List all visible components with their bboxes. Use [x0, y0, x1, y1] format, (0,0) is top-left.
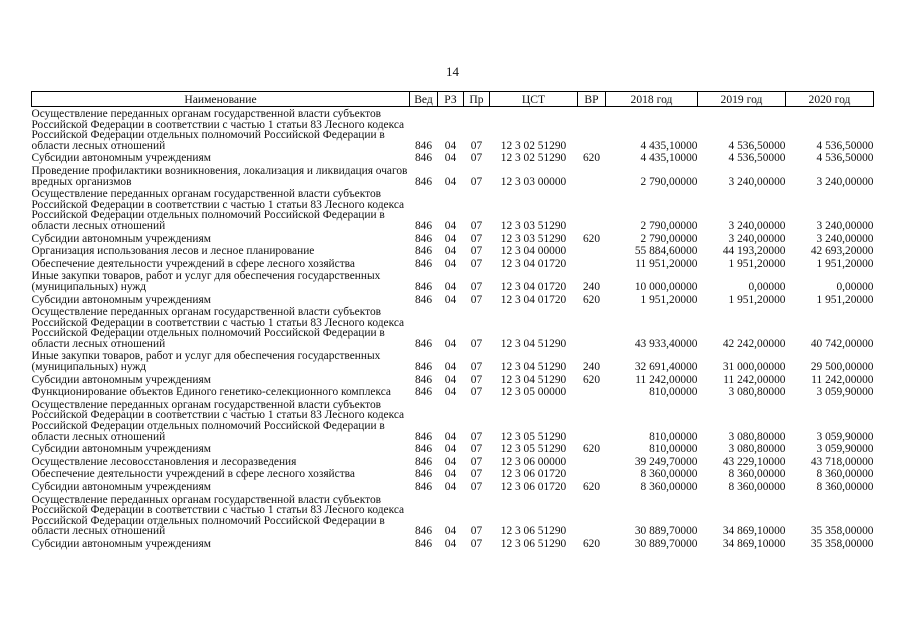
cell-y2019: 8 360,00000: [728, 481, 786, 493]
cell-y2018: 810,00000: [649, 443, 698, 456]
cell-y2018: 30 889,70000: [634, 525, 698, 538]
cell-cst: 12 3 04 51290: [500, 337, 567, 350]
cell-name: Проведение профилактики возникновения, локализация и ликвидация очагов вредных организмов: [31, 164, 408, 188]
cell-pr: 07: [470, 152, 483, 165]
cell-y2018: 810,00000: [649, 386, 698, 399]
cell-y2020: 0,00000: [836, 280, 874, 293]
cell-y2019: 4 536,50000: [728, 139, 786, 152]
cell-y2019: 3 080,80000: [728, 443, 786, 456]
cell-ved: 846: [414, 152, 433, 165]
table-row: [32, 151, 874, 164]
cell-y2018: 55 884,60000: [634, 245, 698, 258]
cell-name: Организация использования лесов и лесное планирование: [31, 245, 315, 258]
table-row: [32, 164, 874, 187]
cell-y2018: 43 933,40000: [634, 337, 698, 350]
cell-y2018: 4 435,10000: [640, 139, 698, 152]
cell-y2020: 1 951,20000: [816, 257, 874, 270]
cell-y2019: 0,00000: [748, 280, 786, 293]
cell-y2018: 810,00000: [649, 430, 698, 443]
cell-name: Субсидии автономным учреждениям: [31, 152, 211, 165]
cell-y2019: 42 242,00000: [722, 337, 786, 350]
cell-cst: 12 3 04 01720: [500, 280, 567, 293]
cell-y2020: 3 059,90000: [816, 430, 874, 443]
table-row: [32, 493, 874, 537]
cell-ved: 846: [414, 139, 433, 152]
cell-vr: [578, 398, 606, 442]
cell-y2020: 3 059,90000: [816, 443, 874, 456]
cell-y2018: 8 360,00000: [640, 468, 698, 481]
cell-y2018: 11 951,20000: [635, 257, 698, 270]
cell-vr: 620: [582, 481, 601, 493]
cell-cst: 12 3 06 51290: [500, 525, 567, 538]
cell-y2020: 35 358,00000: [810, 537, 874, 550]
cell-y2019: 3 240,00000: [728, 232, 786, 245]
cell-pr: 07: [470, 337, 483, 350]
page-number: 14: [446, 64, 459, 79]
table-row: [32, 385, 874, 398]
table-row: [32, 442, 874, 455]
cell-vr: [578, 187, 606, 231]
cell-y2019: 31 000,00000: [722, 361, 786, 374]
table-row: [32, 269, 874, 292]
header-2018: 2018 год: [606, 92, 698, 107]
cell-y2020: 4 536,50000: [816, 152, 874, 165]
cell-pr: 07: [470, 139, 483, 152]
cell-cst: 12 3 04 51290: [500, 373, 567, 386]
cell-y2019: 3 080,80000: [728, 386, 786, 399]
cell-y2019: 1 951,20000: [728, 293, 786, 306]
cell-rz: 04: [444, 280, 457, 293]
cell-ved: 846: [414, 280, 433, 293]
cell-y2020: 29 500,00000: [810, 361, 874, 374]
cell-rz: 04: [444, 386, 457, 399]
table-header-row: [32, 92, 874, 107]
cell-y2019: 34 869,10000: [722, 525, 786, 538]
cell-rz: 04: [444, 175, 457, 188]
cell-pr: 07: [470, 373, 483, 386]
cell-vr: 620: [582, 443, 601, 456]
cell-y2019: 44 193,20000: [722, 245, 786, 258]
cell-y2018: 8 360,00000: [640, 481, 698, 493]
header-rz: РЗ: [438, 92, 464, 107]
cell-vr: 620: [582, 232, 601, 245]
cell-y2019: 1 951,20000: [728, 257, 786, 270]
cell-ved: 846: [414, 443, 433, 456]
cell-y2020: 3 059,90000: [816, 386, 874, 399]
cell-y2020: 35 358,00000: [810, 525, 874, 538]
cell-rz: 04: [444, 257, 457, 270]
cell-y2018: 2 790,00000: [640, 219, 698, 232]
cell-rz: 04: [444, 443, 457, 456]
cell-y2018: 4 435,10000: [640, 152, 698, 165]
cell-rz: 04: [444, 219, 457, 232]
cell-vr: [578, 305, 606, 349]
cell-y2018: 11 242,00000: [635, 373, 698, 386]
cell-ved: 846: [414, 337, 433, 350]
cell-y2020: 4 536,50000: [816, 139, 874, 152]
cell-y2020: 3 240,00000: [816, 175, 874, 188]
cell-cst: 12 3 03 51290: [500, 219, 567, 232]
cell-cst: 12 3 04 01720: [500, 257, 567, 270]
cell-vr: [578, 257, 606, 270]
cell-pr: 07: [470, 537, 483, 550]
cell-name: Субсидии автономным учреждениям: [31, 373, 211, 386]
cell-name: Субсидии автономным учреждениям: [31, 293, 211, 306]
cell-ved: 846: [414, 245, 433, 258]
table-row: [32, 187, 874, 231]
header-cst: ЦСТ: [490, 92, 578, 107]
cell-cst: 12 3 02 51290: [500, 139, 567, 152]
header-name: Наименование: [32, 92, 410, 107]
table-row: [32, 232, 874, 245]
cell-vr: 620: [582, 293, 601, 306]
cell-vr: [578, 467, 606, 480]
cell-vr: [578, 107, 606, 152]
cell-y2018: 30 889,70000: [634, 537, 698, 550]
cell-cst: 12 3 06 01720: [500, 481, 567, 493]
cell-y2018: 39 249,70000: [634, 455, 698, 468]
table-row: [32, 537, 874, 550]
cell-ved: 846: [414, 175, 433, 188]
cell-y2018: 2 790,00000: [640, 175, 698, 188]
cell-cst: 12 3 06 51290: [500, 537, 567, 550]
cell-ved: 846: [414, 537, 433, 550]
cell-vr: 240: [582, 361, 601, 374]
cell-ved: 846: [414, 386, 433, 399]
cell-name: Субсидии автономным учреждениям: [31, 232, 211, 245]
cell-rz: 04: [444, 455, 457, 468]
cell-name: Субсидии автономным учреждениям: [31, 481, 211, 493]
cell-name: Иные закупки товаров, работ и услуг для обеспечения государственных (муниципальных) нужд: [31, 350, 381, 374]
cell-rz: 04: [444, 245, 457, 258]
cell-name: Осуществление лесовосстановления и лесоразведения: [31, 455, 297, 468]
cell-name: Осуществление переданных органам государственной власти субъектов Российской Федерации в соответствии с частью 1 статьи 83 Лесного кодекса Российской Федерации отдельных полномочий Российской Федерации в области лесных отношений: [31, 398, 405, 443]
cell-y2019: 8 360,00000: [728, 468, 786, 481]
cell-cst: 12 3 03 00000: [500, 175, 567, 188]
header-ved: Вед: [410, 92, 438, 107]
cell-ved: 846: [414, 232, 433, 245]
cell-y2019: 3 240,00000: [728, 175, 786, 188]
cell-rz: 04: [444, 481, 457, 493]
cell-rz: 04: [444, 293, 457, 306]
cell-ved: 846: [414, 293, 433, 306]
cell-pr: 07: [470, 245, 483, 258]
cell-pr: 07: [470, 468, 483, 481]
cell-name: Осуществление переданных органам государственной власти субъектов Российской Федерации в соответствии с частью 1 статьи 83 Лесного кодекса Российской Федерации отдельных полномочий Российской Федерации в области лесных отношений: [31, 108, 405, 152]
cell-name: Иные закупки товаров, работ и услуг для обеспечения государственных (муниципальных) нужд: [31, 270, 381, 293]
cell-pr: 07: [470, 293, 483, 306]
cell-y2018: 32 691,40000: [634, 361, 698, 374]
cell-vr: 620: [582, 537, 601, 550]
cell-y2019: 34 869,10000: [722, 537, 786, 550]
cell-name: Субсидии автономным учреждениям: [31, 537, 211, 550]
cell-y2020: 42 693,20000: [810, 245, 874, 258]
cell-cst: 12 3 04 51290: [500, 361, 567, 374]
cell-cst: 12 3 03 51290: [500, 232, 567, 245]
cell-cst: 12 3 04 00000: [500, 245, 567, 258]
table-row: [32, 293, 874, 306]
cell-rz: 04: [444, 337, 457, 350]
table-row: [32, 467, 874, 480]
cell-ved: 846: [414, 468, 433, 481]
cell-cst: 12 3 05 51290: [500, 443, 567, 456]
cell-vr: [578, 385, 606, 398]
cell-name: Осуществление переданных органам государственной власти субъектов Российской Федерации в соответствии с частью 1 статьи 83 Лесного кодекса Российской Федерации отдельных полномочий Российской Федерации в области лесных отношений: [31, 188, 405, 232]
header-2020: 2020 год: [786, 92, 874, 107]
cell-cst: 12 3 06 01720: [500, 468, 567, 481]
table-row: [32, 305, 874, 349]
cell-y2020: 11 242,00000: [811, 373, 874, 386]
cell-pr: 07: [470, 232, 483, 245]
cell-y2020: 40 742,00000: [810, 337, 874, 350]
cell-name: Обеспечение деятельности учреждений в сфере лесного хозяйства: [31, 257, 355, 270]
cell-y2020: 3 240,00000: [816, 232, 874, 245]
header-2019: 2019 год: [698, 92, 786, 107]
cell-ved: 846: [414, 481, 433, 493]
cell-vr: 240: [582, 280, 601, 293]
cell-y2018: 2 790,00000: [640, 232, 698, 245]
cell-ved: 846: [414, 430, 433, 443]
cell-y2020: 43 718,00000: [810, 455, 874, 468]
header-vr: ВР: [578, 92, 606, 107]
cell-y2020: 3 240,00000: [816, 219, 874, 232]
cell-rz: 04: [444, 373, 457, 386]
cell-vr: 620: [582, 373, 601, 386]
cell-y2020: 8 360,00000: [816, 468, 874, 481]
cell-pr: 07: [470, 361, 483, 374]
cell-pr: 07: [470, 481, 483, 493]
cell-ved: 846: [414, 373, 433, 386]
cell-name: Осуществление переданных органам государственной власти субъектов Российской Федерации в соответствии с частью 1 статьи 83 Лесного кодекса Российской Федерации отдельных полномочий Российской Федерации в области лесных отношений: [31, 306, 405, 350]
cell-pr: 07: [470, 430, 483, 443]
cell-vr: [578, 493, 606, 537]
cell-cst: 12 3 06 00000: [500, 455, 567, 468]
cell-rz: 04: [444, 430, 457, 443]
cell-rz: 04: [444, 152, 457, 165]
budget-table: [31, 91, 874, 550]
cell-y2019: 4 536,50000: [728, 152, 786, 165]
table-row: [32, 480, 874, 493]
cell-pr: 07: [470, 525, 483, 538]
table-row: [32, 349, 874, 372]
cell-cst: 12 3 05 00000: [500, 386, 567, 399]
cell-ved: 846: [414, 219, 433, 232]
cell-y2018: 10 000,00000: [634, 280, 698, 293]
table-row: [32, 373, 874, 386]
table-row: [32, 398, 874, 442]
cell-y2019: 3 080,80000: [728, 430, 786, 443]
cell-rz: 04: [444, 361, 457, 374]
cell-vr: [578, 164, 606, 187]
cell-y2019: 11 242,00000: [723, 373, 786, 386]
table-row: [32, 455, 874, 468]
cell-rz: 04: [444, 537, 457, 550]
cell-name: Обеспечение деятельности учреждений в сфере лесного хозяйства: [31, 468, 355, 481]
cell-pr: 07: [470, 443, 483, 456]
cell-pr: 07: [470, 386, 483, 399]
cell-pr: 07: [470, 219, 483, 232]
cell-pr: 07: [470, 175, 483, 188]
cell-pr: 07: [470, 257, 483, 270]
cell-ved: 846: [414, 257, 433, 270]
cell-ved: 846: [414, 525, 433, 538]
cell-cst: 12 3 05 51290: [500, 430, 567, 443]
cell-y2019: 3 240,00000: [728, 219, 786, 232]
cell-ved: 846: [414, 455, 433, 468]
cell-cst: 12 3 02 51290: [500, 152, 567, 165]
table-row: [32, 244, 874, 257]
cell-rz: 04: [444, 525, 457, 538]
cell-pr: 07: [470, 455, 483, 468]
table-row: [32, 257, 874, 270]
cell-vr: 620: [582, 152, 601, 165]
cell-y2019: 43 229,10000: [722, 455, 786, 468]
cell-rz: 04: [444, 139, 457, 152]
table-row: [32, 107, 874, 152]
cell-vr: [578, 244, 606, 257]
cell-cst: 12 3 04 01720: [500, 293, 567, 306]
cell-y2020: 1 951,20000: [816, 293, 874, 306]
cell-ved: 846: [414, 361, 433, 374]
cell-name: Осуществление переданных органам государственной власти субъектов Российской Федерации в соответствии с частью 1 статьи 83 Лесного кодекса Российской Федерации отдельных полномочий Российской Федерации в области лесных отношений: [31, 493, 405, 538]
cell-rz: 04: [444, 468, 457, 481]
cell-y2018: 1 951,20000: [640, 293, 698, 306]
header-pr: Пр: [464, 92, 490, 107]
cell-y2020: 8 360,00000: [816, 481, 874, 493]
cell-name: Функционирование объектов Единого генетико-селекционного комплекса: [31, 386, 391, 399]
cell-vr: [578, 455, 606, 468]
cell-pr: 07: [470, 280, 483, 293]
cell-rz: 04: [444, 232, 457, 245]
cell-name: Субсидии автономным учреждениям: [31, 443, 211, 456]
